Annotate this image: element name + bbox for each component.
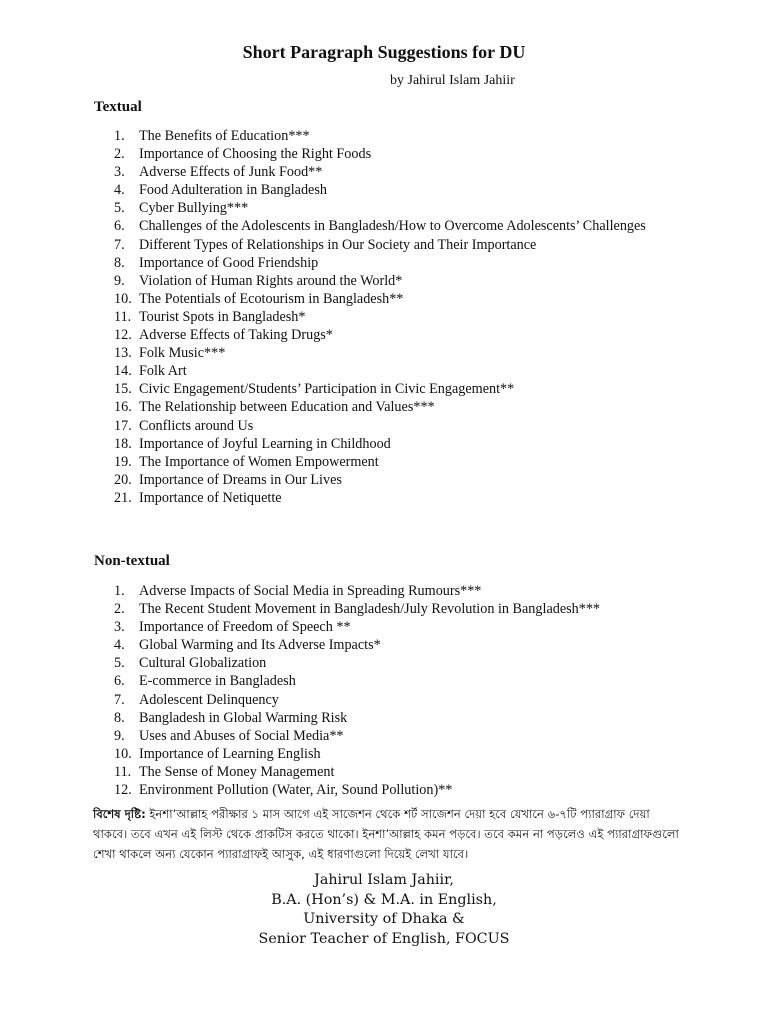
list-item-text: Challenges of the Adolescents in Bangladesh/How to Overcome Adolescents’ Challenges [139, 218, 646, 235]
list-item-number: 8. [114, 709, 125, 726]
list-item-number: 12. [114, 782, 132, 799]
nontextual-list-item [114, 781, 734, 799]
list-item-number: 4. [114, 637, 125, 654]
list-item-text: Adverse Impacts of Social Media in Spreading Rumours*** [139, 583, 482, 599]
list-item-number: 21. [114, 489, 132, 506]
nontextual-list-item [114, 709, 734, 727]
nontextual-list-item [114, 763, 734, 781]
list-item-text: Conflicts around Us [139, 417, 254, 434]
list-item-text: The Recent Student Movement in Bangladesh/July Revolution in Bangladesh*** [139, 601, 601, 618]
special-note-text: ইনশা’আল্লাহ পরীক্ষার ১ মাস আগে এই সাজেশন থেকে শর্ট সাজেশন দেয়া হবে যেখানে ৬-৭টি প্যারাগ্রাফ দেয়া থাকবে। তবে এখন এই লিস্ট থেকে প্রাকটিস করতে থাকো। ইনশা’আল্লাহ কমন পড়বে। তবে কমন না পড়লেও এই প্যারাগ্রাফগুলো শেখা থাকলে অন্য যেকোন প্যারাগ্রাফই আসুক, এই ধারণাগুলো দিয়েই লেখা যাবে। [93, 807, 679, 861]
list-item-text: Cyber Bullying*** [139, 200, 249, 217]
textual-list-item [114, 308, 734, 326]
list-item-number: 13. [114, 345, 132, 362]
signature-position: Senior Teacher of English, FOCUS [258, 930, 510, 947]
nontextual-list [114, 582, 734, 799]
list-item-text: Global Warming and Its Adverse Impacts* [139, 637, 381, 654]
list-item-text: Importance of Dreams in Our Lives [139, 471, 342, 488]
textual-list-item [114, 435, 734, 453]
list-item-text: Violation of Human Rights around the World* [139, 272, 403, 289]
textual-list-item [114, 181, 734, 199]
list-item-text: Environment Pollution (Water, Air, Sound Pollution)** [139, 782, 453, 799]
list-item-number: 5. [114, 655, 125, 672]
list-item-text: The Relationship between Education and Values*** [139, 399, 435, 416]
author-line: by Jahirul Islam Jahiir [390, 73, 515, 88]
textual-list [114, 127, 734, 507]
textual-list-item [114, 417, 734, 435]
textual-list-item [114, 199, 734, 217]
special-note-label: বিশেষ দৃষ্টি: [93, 807, 146, 821]
list-item-number: 14. [114, 363, 132, 380]
textual-list-item [114, 362, 734, 380]
list-item-text: The Sense of Money Management [139, 763, 335, 780]
list-item-text: Different Types of Relationships in Our Society and Their Importance [139, 236, 537, 253]
list-item-number: 6. [114, 673, 125, 690]
list-item-text: E-commerce in Bangladesh [139, 673, 296, 690]
textual-list-item [114, 380, 734, 398]
list-item-text: Importance of Learning English [139, 745, 321, 762]
list-item-text: Cultural Globalization [139, 655, 267, 672]
list-item-number: 3. [114, 164, 125, 181]
nontextual-list-item [114, 672, 734, 690]
nontextual-list-item [114, 727, 734, 745]
list-item-number: 15. [114, 381, 132, 398]
list-item-text: Bangladesh in Global Warming Risk [139, 709, 348, 726]
textual-list-item [114, 236, 734, 254]
list-item-number: 12. [114, 327, 132, 344]
list-item-text: Importance of Good Friendship [139, 254, 319, 271]
textual-list-item [114, 453, 734, 471]
list-item-text: Importance of Joyful Learning in Childhood [139, 435, 391, 452]
textual-list-item [114, 489, 734, 507]
list-item-text: Importance of Netiquette [139, 489, 282, 506]
list-item-number: 2. [114, 601, 125, 618]
list-item-number: 1. [114, 583, 125, 599]
textual-list-item [114, 145, 734, 163]
signature-degree: B.A. (Hon’s) & M.A. in English, [271, 891, 497, 908]
special-note [93, 804, 683, 864]
list-item-text: Adverse Effects of Junk Food** [139, 164, 323, 181]
textual-list-item [114, 290, 734, 308]
signature-block [0, 871, 768, 949]
list-item-text: The Importance of Women Empowerment [139, 453, 379, 470]
signature-name: Jahirul Islam Jahiir, [314, 872, 454, 888]
list-item-number: 6. [114, 218, 125, 235]
list-item-number: 3. [114, 619, 125, 636]
textual-list-item [114, 254, 734, 272]
nontextual-list-item [114, 618, 734, 636]
list-item-number: 7. [114, 236, 125, 253]
textual-list-item [114, 344, 734, 362]
list-item-number: 11. [114, 308, 132, 325]
list-item-number: 18. [114, 435, 132, 452]
nontextual-list-item [114, 600, 734, 618]
list-item-number: 20. [114, 471, 132, 488]
list-item-number: 1. [114, 128, 125, 144]
list-item-number: 9. [114, 727, 125, 744]
list-item-text: Folk Art [139, 363, 187, 380]
textual-list-item [114, 272, 734, 290]
textual-list-item [114, 217, 734, 235]
list-item-number: 7. [114, 691, 125, 708]
list-item-text: Uses and Abuses of Social Media** [139, 727, 344, 744]
list-item-text: Folk Music*** [139, 345, 226, 362]
list-item-number: 16. [114, 399, 132, 416]
list-item-number: 11. [114, 763, 132, 780]
nontextual-list-item [114, 691, 734, 709]
list-item-text: Importance of Freedom of Speech ** [139, 619, 351, 636]
textual-list-item [114, 163, 734, 181]
list-item-text: Tourist Spots in Bangladesh* [139, 308, 306, 325]
textual-list-item [114, 326, 734, 344]
nontextual-list-item [114, 654, 734, 672]
list-item-text: The Benefits of Education*** [139, 128, 310, 144]
list-item-number: 10. [114, 290, 132, 307]
page-title: Short Paragraph Suggestions for DU [242, 42, 526, 62]
textual-list-item [114, 471, 734, 489]
list-item-text: Importance of Choosing the Right Foods [139, 146, 372, 163]
list-item-text: Food Adulteration in Bangladesh [139, 182, 327, 199]
list-item-number: 9. [114, 272, 125, 289]
nontextual-list-item [114, 582, 734, 600]
section-heading-textual: Textual [94, 99, 142, 115]
section-heading-nontextual: Non-textual [94, 553, 170, 569]
list-item-number: 19. [114, 453, 132, 470]
nontextual-list-item [114, 636, 734, 654]
nontextual-list-item [114, 745, 734, 763]
list-item-text: Adverse Effects of Taking Drugs* [139, 327, 333, 344]
list-item-number: 8. [114, 254, 125, 271]
list-item-number: 2. [114, 146, 125, 163]
textual-list-item [114, 127, 734, 145]
list-item-number: 10. [114, 745, 132, 762]
list-item-number: 4. [114, 182, 125, 199]
list-item-text: The Potentials of Ecotourism in Bangladesh** [139, 290, 404, 307]
signature-university: University of Dhaka & [303, 911, 465, 927]
list-item-text: Civic Engagement/Students’ Participation in Civic Engagement** [139, 381, 515, 398]
textual-list-item [114, 398, 734, 416]
list-item-text: Adolescent Delinquency [139, 691, 279, 708]
list-item-number: 5. [114, 200, 125, 217]
list-item-number: 17. [114, 417, 132, 434]
